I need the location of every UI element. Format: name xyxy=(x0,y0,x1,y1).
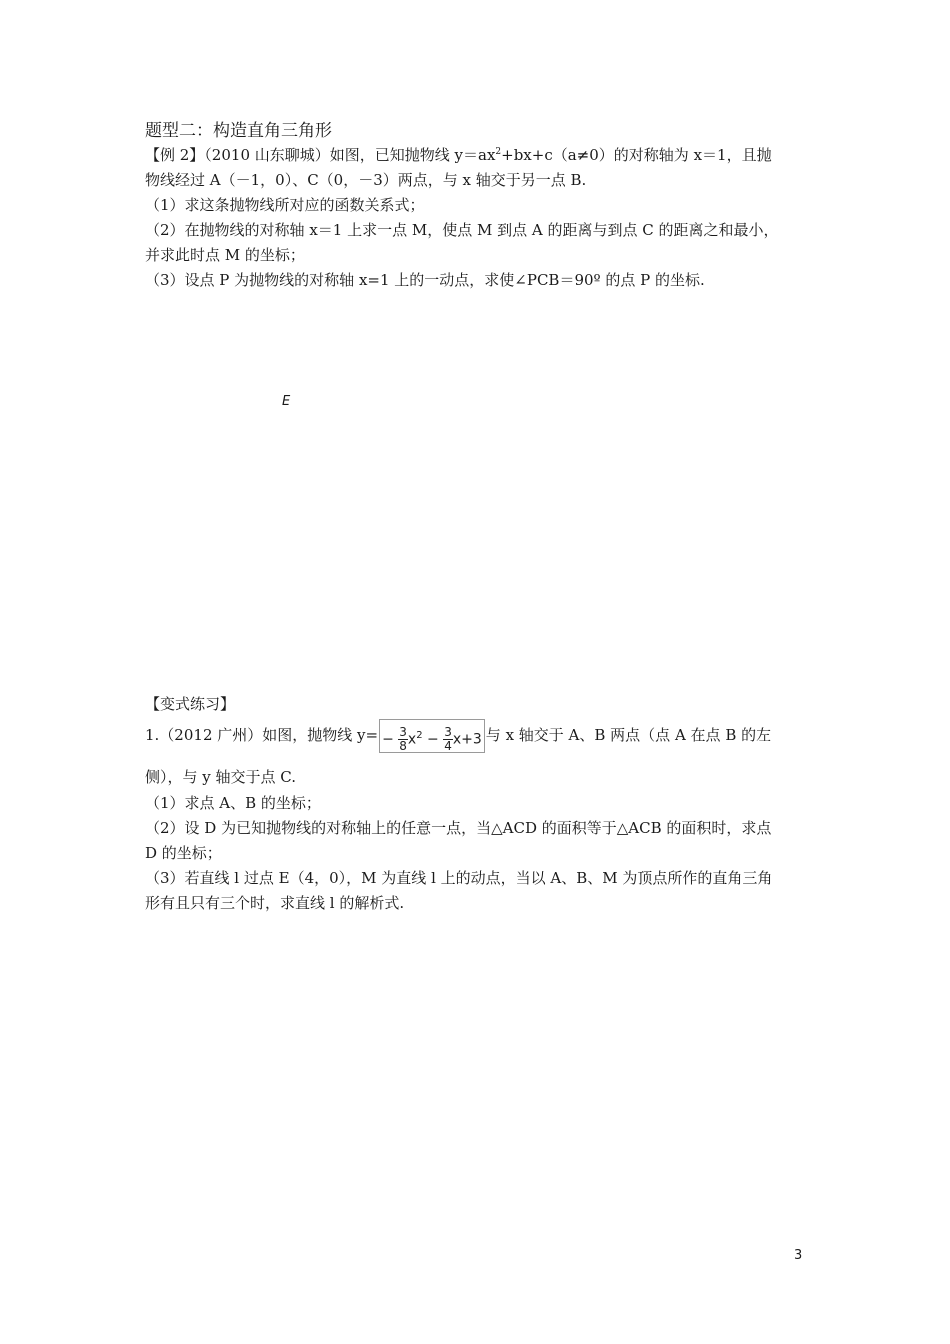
example2-question-2b: 并求此时点 M 的坐标； xyxy=(145,246,305,264)
formula-variable: x xyxy=(407,731,417,748)
parabola-formula xyxy=(379,719,485,753)
practice-question-2a: （2）设 D 为已知抛物线的对称轴上的任意一点，当△ACD 的面积等于△ACB 的面积时，求点 xyxy=(145,819,772,837)
practice-problem-1-line2: 侧），与 y 轴交于点 C. xyxy=(145,768,296,786)
figure-label: E xyxy=(282,394,291,409)
formula-tail: x+3 xyxy=(452,731,482,748)
example2-line1-exponent: 2 xyxy=(495,147,502,157)
formula-fraction-2 xyxy=(443,726,453,753)
formula-fraction-1-numerator: 3 xyxy=(399,725,407,740)
example2-question-1: （1）求这条抛物线所对应的函数关系式； xyxy=(145,196,425,214)
example2-line1 xyxy=(145,144,772,165)
formula-fraction-1-denominator: 8 xyxy=(399,739,407,754)
practice-problem-1-suffix: 与 x 轴交于 A、B 两点（点 A 在点 B 的左 xyxy=(485,726,772,744)
formula-fraction-1 xyxy=(398,726,408,753)
example2-line1-text-b: +bx+c（a≠0）的对称轴为 x＝1，且抛 xyxy=(501,146,772,164)
practice-question-3b: 形有且只有三个时，求直线 l 的解析式. xyxy=(145,894,405,912)
practice-question-3a: （3）若直线 l 过点 E（4，0），M 为直线 l 上的动点，当以 A、B、M 为顶点所作的直角三角 xyxy=(145,869,773,887)
example2-line2: 物线经过 A（－1，0）、C（0，－3）两点，与 x 轴交于另一点 B. xyxy=(145,171,587,189)
practice-question-1: （1）求点 A、B 的坐标； xyxy=(145,794,321,812)
practice-problem-1-line1 xyxy=(145,719,771,753)
practice-question-2b: D 的坐标； xyxy=(145,844,222,862)
formula-fraction-2-denominator: 4 xyxy=(444,739,452,754)
example2-line1-text-a: 【例 2】（2010 山东聊城）如图，已知抛物线 y＝ax xyxy=(145,146,496,164)
formula-fraction-2-numerator: 3 xyxy=(444,725,452,740)
formula-sign-1: − xyxy=(382,731,394,748)
practice-heading: 【变式练习】 xyxy=(145,695,236,713)
practice-problem-1-prefix: 1.（2012 广州）如图，抛物线 y= xyxy=(145,726,379,744)
section-heading: 题型二：构造直角三角形 xyxy=(145,121,332,141)
page-number: 3 xyxy=(794,1248,803,1263)
example2-question-2a: （2）在抛物线的对称轴 x＝1 上求一点 M，使点 M 到点 A 的距离与到点 C 的距离之和最小， xyxy=(145,221,779,239)
formula-exponent: 2 xyxy=(416,730,423,741)
example2-question-3: （3）设点 P 为抛物线的对称轴 x=1 上的一动点，求使∠PCB＝90º 的点 P 的坐标. xyxy=(145,271,705,289)
formula-sign-2: − xyxy=(427,731,439,748)
